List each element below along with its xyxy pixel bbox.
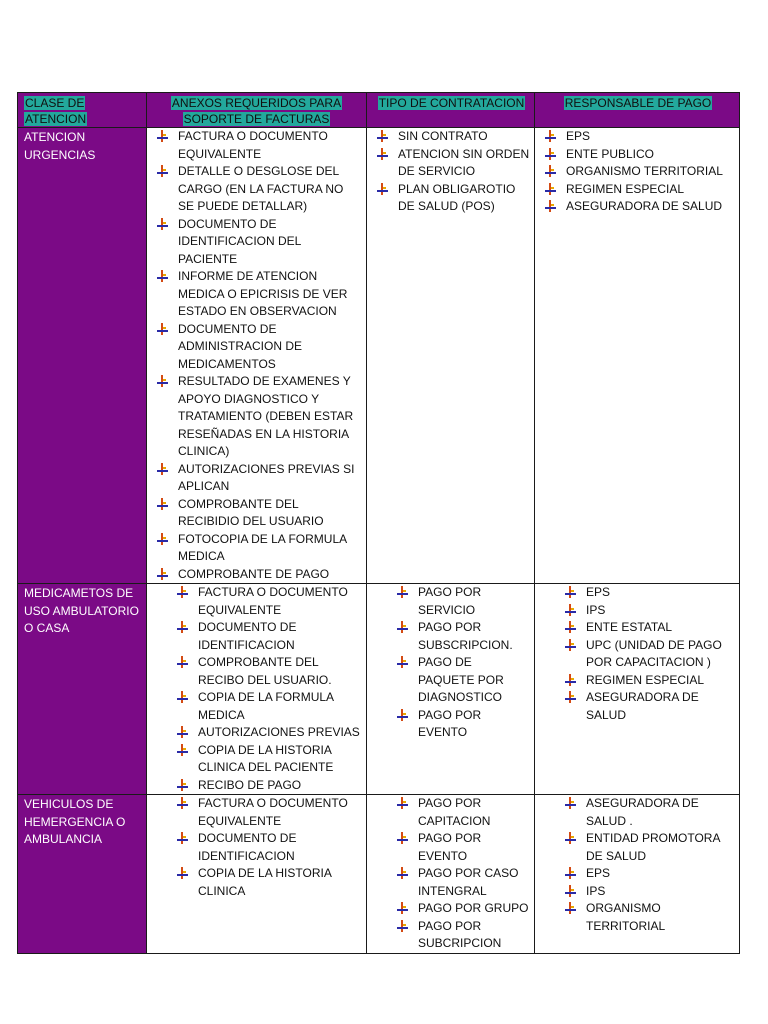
list-item (178, 216, 362, 269)
list-item (178, 531, 362, 566)
list-item-text: ENTE ESTATAL (586, 620, 673, 634)
list-item-text: COMPROBANTE DEL RECIBO DEL USUARIO. (198, 655, 332, 687)
pushpin-icon (177, 621, 189, 634)
list-item (586, 865, 735, 883)
list-item-text: PAGO POR SERVICIO (418, 585, 482, 617)
list-item-text: COMPROBANTE DEL RECIBIDIO DEL USUARIO (178, 496, 324, 528)
responsable-cell (535, 128, 740, 584)
list-item-text: FACTURA O DOCUMENTO EQUIVALENTE (198, 585, 348, 617)
list-item-text: FACTURA O DOCUMENTO EQUIVALENTE (198, 796, 348, 828)
row-atencion-urgencias (18, 128, 740, 584)
list-item (198, 795, 362, 830)
pushpin-icon (377, 183, 389, 196)
list-item-text: ATENCION SIN ORDEN DE SERVICIO (398, 146, 530, 178)
list-item-text: EPS (566, 129, 591, 143)
pushpin-icon (177, 867, 189, 880)
list-item (398, 181, 530, 216)
responsable-list (535, 795, 739, 935)
list-item (418, 707, 530, 742)
list-item-text: SIN CONTRATO (398, 129, 488, 143)
list-item-text: REGIMEN ESPECIAL (566, 181, 685, 196)
list-item (418, 900, 530, 918)
list-item (566, 128, 735, 146)
list-item-text: COPIA DE LA HISTORIA CLINICA (198, 866, 332, 898)
anexos-list (147, 584, 366, 794)
list-item (586, 584, 735, 602)
anexos-cell (147, 128, 367, 584)
list-item (198, 689, 362, 724)
list-item (178, 321, 362, 374)
pushpin-icon (565, 867, 577, 880)
pushpin-icon (397, 797, 409, 810)
pushpin-icon (397, 586, 409, 599)
contratacion-cell (367, 795, 535, 954)
list-item-text: RECIBO DE PAGO (198, 777, 302, 792)
pushpin-icon (177, 586, 189, 599)
pushpin-icon (397, 621, 409, 634)
pushpin-icon (377, 130, 389, 143)
list-item-text: ORGANISMO TERRITORIAL (566, 164, 723, 178)
pushpin-icon (397, 902, 409, 915)
list-item-text: AUTORIZACIONES PREVIAS (198, 725, 360, 739)
list-item (586, 619, 735, 637)
list-item (418, 584, 530, 619)
pushpin-icon (177, 691, 189, 704)
pushpin-icon (157, 568, 169, 581)
list-item (586, 637, 735, 672)
clase-label: MEDICAMETOS DE USO AMBULATORIO O CASA (24, 586, 139, 635)
contratacion-cell (367, 584, 535, 795)
document-page (17, 92, 739, 954)
list-item (418, 830, 530, 865)
list-item (586, 602, 735, 620)
pushpin-icon (545, 130, 557, 143)
row-medicamentos (18, 584, 740, 795)
contratacion-list (367, 584, 534, 742)
pushpin-icon (565, 604, 577, 617)
pushpin-icon (177, 832, 189, 845)
list-item-text: PAGO POR CASO INTENGRAL (418, 866, 519, 898)
list-item-text: PAGO POR SUBSCRIPCION. (418, 620, 513, 652)
header-responsable: RESPONSABLE DE PAGO (535, 93, 740, 128)
list-item (586, 672, 735, 690)
list-item-text: ASEGURADORA DE SALUD . (586, 796, 699, 828)
list-item-text: UPC (UNIDAD DE PAGO POR CAPACITACION ) (586, 637, 722, 669)
list-item (398, 146, 530, 181)
list-item-text: COMPROBANTE DE PAGO (178, 566, 330, 581)
billing-support-table (17, 92, 740, 954)
pushpin-icon (565, 586, 577, 599)
pushpin-icon (565, 639, 577, 652)
list-item-text: PAGO POR EVENTO (418, 831, 482, 863)
pushpin-icon (565, 691, 577, 704)
contratacion-list (367, 795, 534, 953)
list-item-text: DOCUMENTO DE ADMINISTRACION DE MEDICAMENTOS (178, 321, 303, 371)
list-item (198, 865, 362, 900)
list-item-text: DETALLE O DESGLOSE DEL CARGO (EN LA FACTURA NO SE PUEDE DETALLAR) (178, 164, 344, 213)
row-vehiculos (18, 795, 740, 954)
clase-label: VEHICULOS DE HEMERGENCIA O AMBULANCIA (24, 797, 126, 846)
list-item-text: ASEGURADORA DE SALUD (566, 199, 723, 213)
list-item (566, 181, 735, 199)
list-item-text: ASEGURADORA DE SALUD (586, 690, 699, 722)
pushpin-icon (157, 218, 169, 231)
pushpin-icon (545, 183, 557, 196)
header-row (18, 93, 740, 128)
list-item-text: PAGO DE PAQUETE POR DIAGNOSTICO (418, 655, 504, 704)
clase-label: ATENCION URGENCIAS (24, 130, 96, 162)
clase-cell (18, 795, 147, 954)
list-item (566, 146, 735, 164)
list-item (178, 566, 362, 584)
list-item-text: COPIA DE LA HISTORIA CLINICA DEL PACIENTE (198, 742, 334, 774)
list-item (178, 163, 362, 216)
pushpin-icon (545, 148, 557, 161)
list-item (198, 830, 362, 865)
list-item (418, 619, 530, 654)
pushpin-icon (157, 533, 169, 546)
pushpin-icon (397, 709, 409, 722)
pushpin-icon (565, 885, 577, 898)
list-item (198, 654, 362, 689)
contratacion-cell (367, 128, 535, 584)
list-item-text: ORGANISMO TERRITORIAL (586, 901, 666, 933)
pushpin-icon (565, 797, 577, 810)
list-item-text: IPS (586, 883, 606, 898)
list-item (178, 128, 362, 163)
list-item (586, 795, 735, 830)
header-anexos: ANEXOS REQUERIDOS PARA SOPORTE DE FACTURAS (147, 93, 367, 128)
responsable-list (535, 128, 739, 216)
pushpin-icon (397, 920, 409, 933)
list-item-text: PAGO POR EVENTO (418, 707, 482, 739)
list-item (586, 883, 735, 901)
list-item (198, 584, 362, 619)
pushpin-icon (157, 165, 169, 178)
list-item (198, 724, 362, 742)
list-item (178, 461, 362, 496)
list-item (586, 900, 735, 935)
pushpin-icon (565, 832, 577, 845)
list-item (418, 918, 530, 953)
pushpin-icon (377, 148, 389, 161)
list-item (178, 268, 362, 321)
clase-cell (18, 128, 147, 584)
list-item-text: DOCUMENTO DE IDENTIFICACION (198, 831, 297, 863)
list-item-text: INFORME DE ATENCION MEDICA O EPICRISIS DE VER ESTADO EN OBSERVACION (178, 269, 348, 318)
list-item (566, 198, 735, 216)
list-item-text: PAGO POR GRUPO (418, 901, 529, 915)
pushpin-icon (157, 498, 169, 511)
list-item (398, 128, 530, 146)
pushpin-icon (177, 744, 189, 757)
list-item (586, 689, 735, 724)
list-item-text: PLAN OBLIGAROTIO DE SALUD (POS) (398, 181, 516, 213)
list-item-text: DOCUMENTO DE IDENTIFICACION (198, 620, 297, 652)
list-item-text: REGIMEN ESPECIAL (586, 672, 705, 687)
list-item-text: EPS (586, 585, 611, 599)
list-item-text: RESULTADO DE EXAMENES Y APOYO DIAGNOSTICO Y TRATAMIENTO (DEBEN ESTAR RESEÑADAS EN LA HISTORIA CLINICA) (178, 374, 354, 458)
pushpin-icon (397, 867, 409, 880)
list-item (418, 865, 530, 900)
pushpin-icon (157, 375, 169, 388)
anexos-cell (147, 584, 367, 795)
pushpin-icon (157, 323, 169, 336)
list-item (198, 777, 362, 795)
header-contratacion: TIPO DE CONTRATACION (367, 93, 535, 128)
list-item-text: FOTOCOPIA DE LA FORMULA MEDICA (178, 531, 347, 563)
list-item (178, 373, 362, 461)
responsable-cell (535, 795, 740, 954)
anexos-list (147, 795, 366, 900)
list-item (566, 163, 735, 181)
contratacion-list (367, 128, 534, 216)
anexos-list (147, 128, 366, 583)
pushpin-icon (397, 656, 409, 669)
list-item (418, 654, 530, 707)
pushpin-icon (177, 797, 189, 810)
clase-cell (18, 584, 147, 795)
responsable-cell (535, 584, 740, 795)
list-item-text: AUTORIZACIONES PREVIAS SI APLICAN (178, 461, 355, 493)
pushpin-icon (545, 165, 557, 178)
list-item-text: DOCUMENTO DE IDENTIFICACION DEL PACIENTE (178, 216, 301, 266)
pushpin-icon (157, 270, 169, 283)
pushpin-icon (545, 200, 557, 213)
pushpin-icon (157, 463, 169, 476)
header-clase: CLASE DE ATENCION (18, 93, 147, 128)
pushpin-icon (565, 621, 577, 634)
pushpin-icon (177, 779, 189, 792)
list-item-text: ENTIDAD PROMOTORA DE SALUD (586, 831, 720, 863)
list-item-text: ENTE PUBLICO (566, 146, 655, 161)
list-item-text: PAGO POR SUBCRIPCION (418, 918, 502, 950)
list-item-text: EPS (586, 866, 611, 880)
list-item (198, 742, 362, 777)
responsable-list (535, 584, 739, 724)
list-item (586, 830, 735, 865)
list-item-text: COPIA DE LA FORMULA MEDICA (198, 690, 334, 722)
list-item (178, 496, 362, 531)
list-item-text: FACTURA O DOCUMENTO EQUIVALENTE (178, 129, 328, 161)
pushpin-icon (157, 130, 169, 143)
list-item-text: IPS (586, 602, 606, 617)
pushpin-icon (565, 902, 577, 915)
list-item (418, 795, 530, 830)
pushpin-icon (397, 832, 409, 845)
list-item-text: PAGO POR CAPITACION (418, 796, 491, 828)
pushpin-icon (177, 726, 189, 739)
pushpin-icon (565, 674, 577, 687)
list-item (198, 619, 362, 654)
anexos-cell (147, 795, 367, 954)
pushpin-icon (177, 656, 189, 669)
